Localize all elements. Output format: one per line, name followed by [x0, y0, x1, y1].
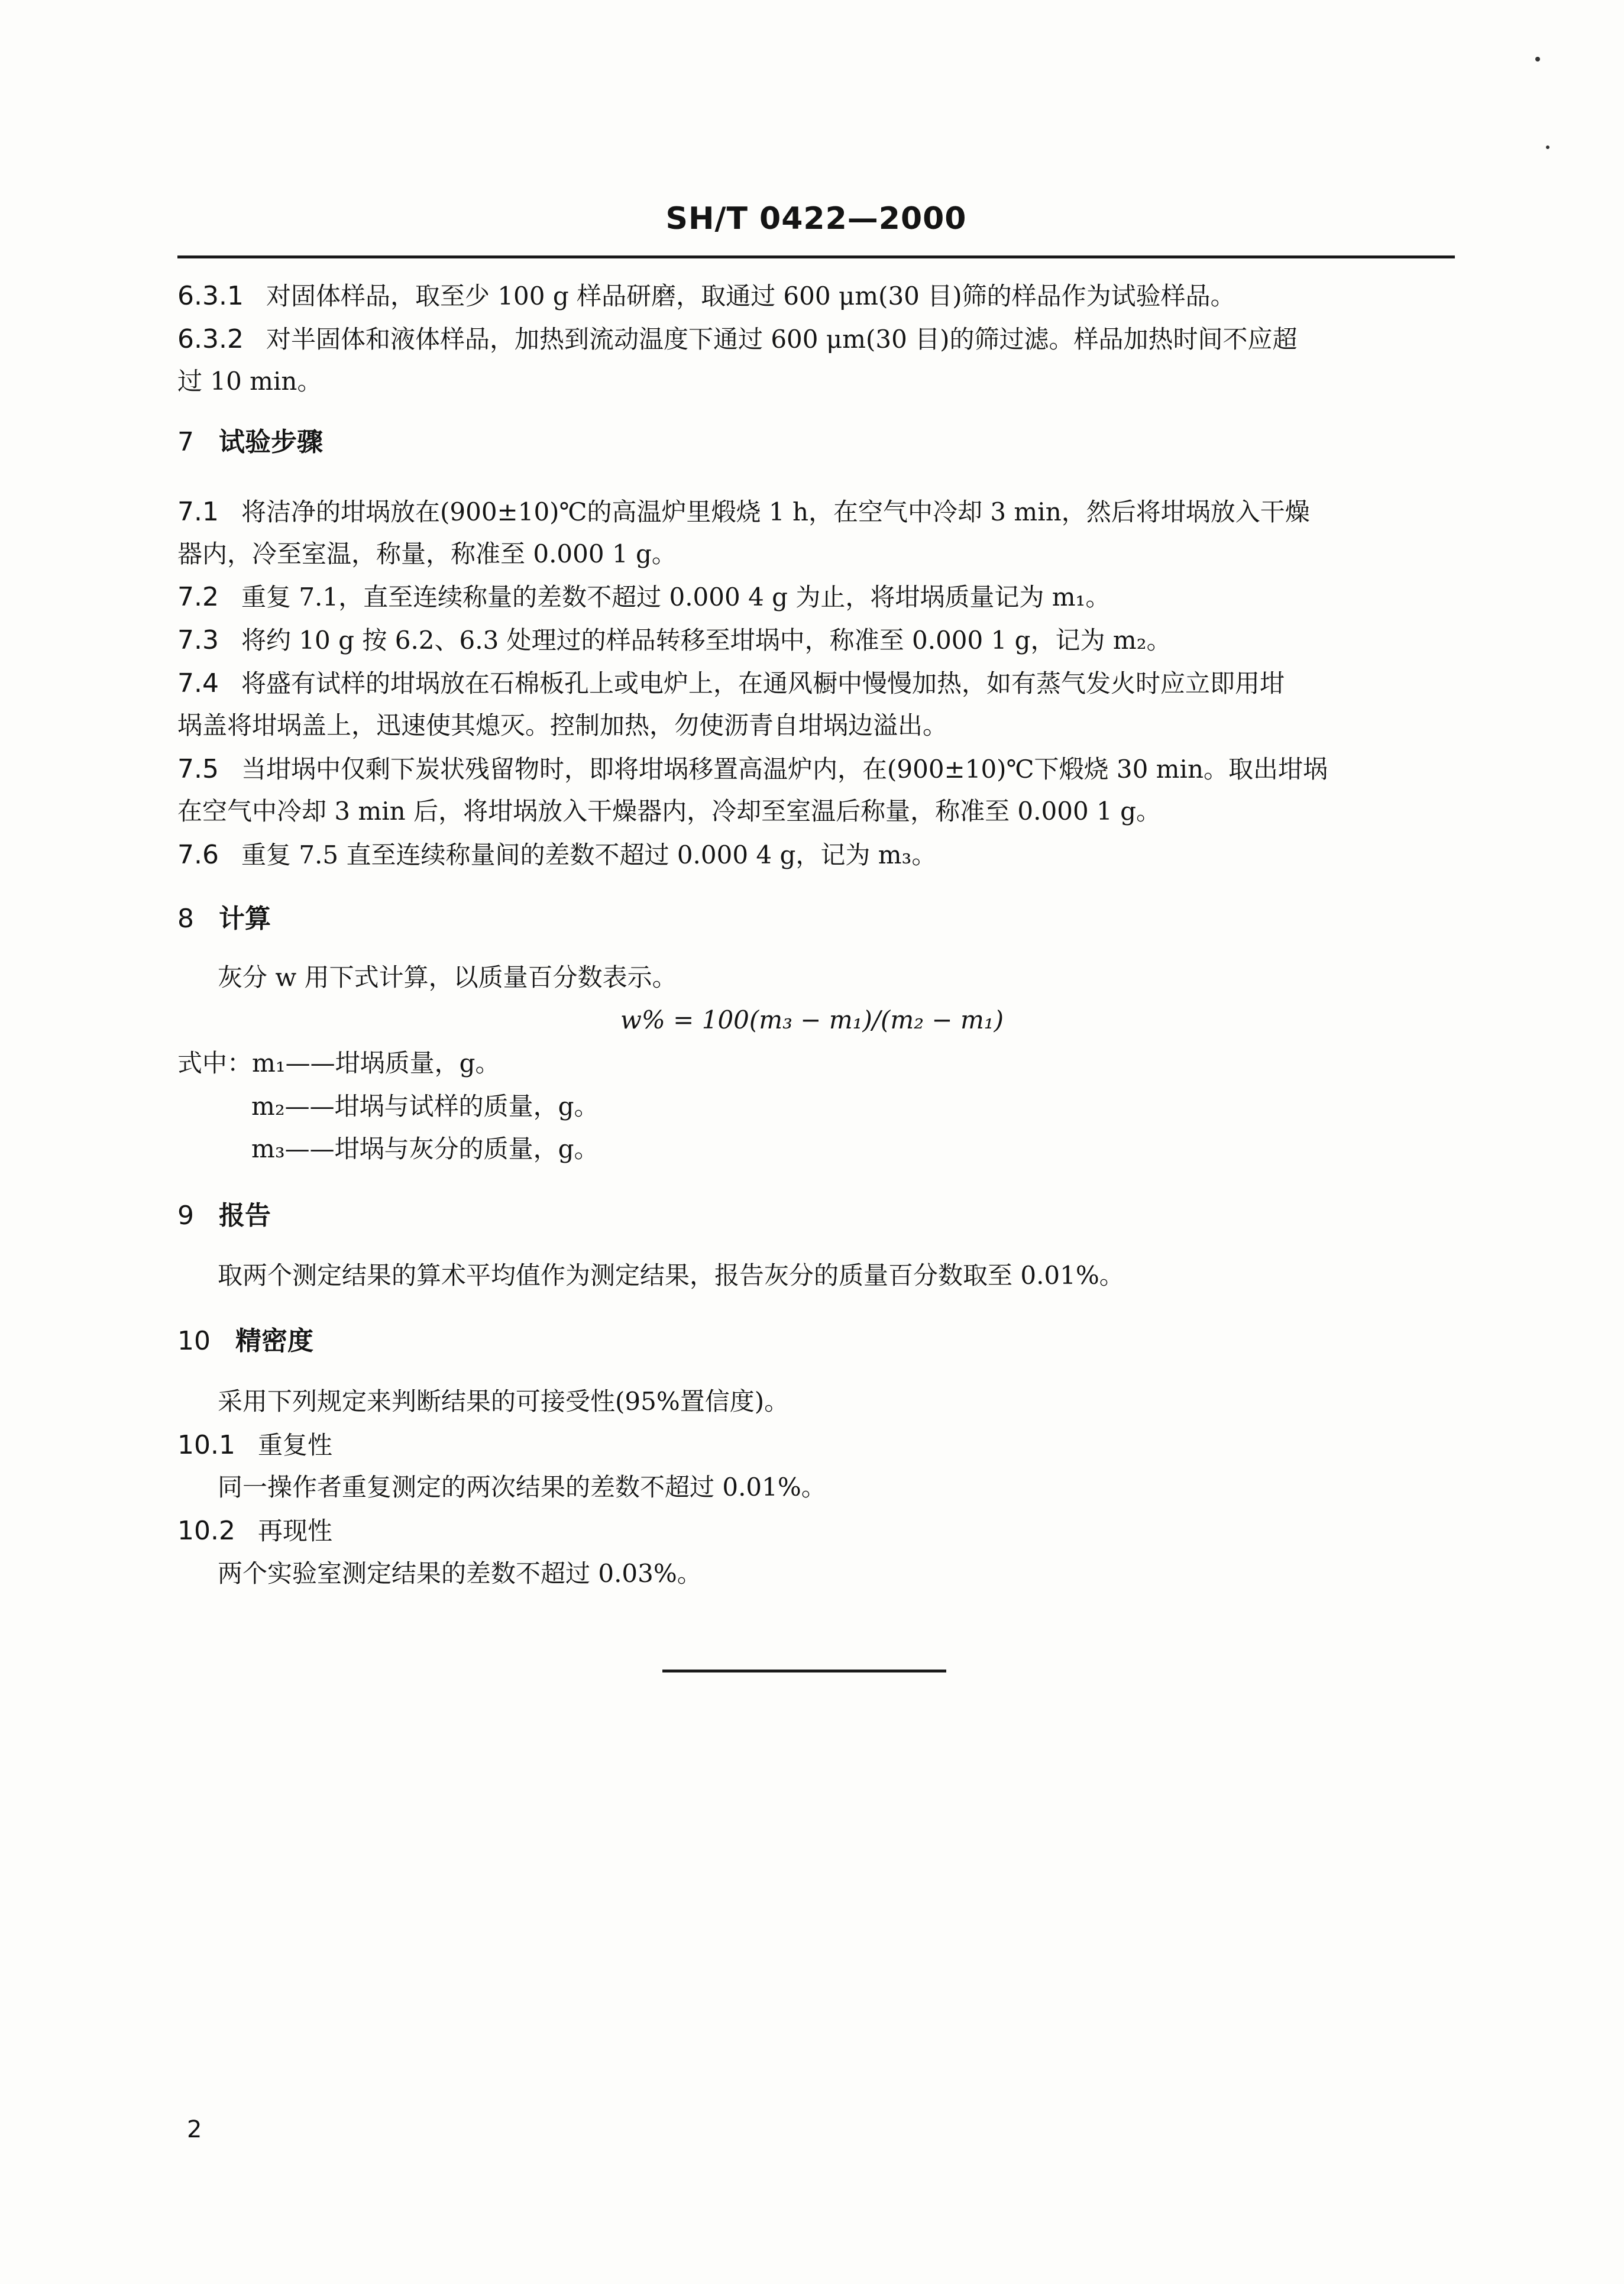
clause-6-3-2: [177, 324, 1298, 355]
section-7-heading: [177, 427, 323, 458]
scan-speck: [1546, 145, 1549, 149]
report-text: 取两个测定结果的算术平均值作为测定结果，报告灰分的质量百分数取至 0.01%。: [218, 1261, 1124, 1290]
ash-formula: w% = 100(m₃ − m₁)/(m₂ − m₁): [620, 1005, 1004, 1034]
section-9-heading: [177, 1201, 271, 1232]
clause-10-1: [177, 1430, 332, 1461]
where-m3: m₃——坩埚与灰分的质量，g。: [251, 1134, 599, 1163]
section-number: 9: [177, 1201, 194, 1231]
section-title: 试验步骤: [219, 427, 323, 457]
section-title: 报告: [219, 1201, 271, 1231]
clause-7-1-cont: 器内，冷至室温，称量，称准至 0.000 1 g。: [177, 539, 677, 568]
where-m1: 式中：m₁——坩埚质量，g。: [177, 1049, 500, 1078]
clause-10-2: [177, 1516, 332, 1547]
clause-number: 10.2: [177, 1516, 235, 1546]
clause-text: 重复 7.5 直至连续称量间的差数不超过 0.000 4 g，记为 m₃。: [241, 840, 937, 869]
section-10-heading: [177, 1326, 313, 1357]
clause-7-5-cont: 在空气中冷却 3 min 后，将坩埚放入干燥器内，冷却至室温后称量，称准至 0.000 1 g。: [177, 797, 1161, 826]
clause-number: 7.5: [177, 754, 219, 784]
clause-7-5: [177, 754, 1328, 785]
where-m2: m₂——坩埚与试样的质量，g。: [251, 1092, 599, 1121]
clause-number: 7.1: [177, 497, 219, 527]
clause-7-1: [177, 497, 1310, 528]
clause-number: 7.4: [177, 668, 219, 698]
precision-intro: 采用下列规定来判断结果的可接受性(95%置信度)。: [218, 1387, 790, 1416]
clause-title: 重复性: [257, 1431, 332, 1460]
scan-speck: [1535, 57, 1540, 62]
header-divider: [177, 255, 1455, 258]
clause-7-4: [177, 668, 1285, 700]
clause-text: 当坩埚中仅剩下炭状残留物时，即将坩埚移置高温炉内，在(900±10)℃下煅烧 30 min。取出坩埚: [241, 755, 1328, 784]
clause-text: 将盛有试样的坩埚放在石棉板孔上或电炉上，在通风橱中慢慢加热，如有蒸气发火时应立即用坩: [241, 669, 1285, 698]
calc-intro: 灰分 w 用下式计算，以质量百分数表示。: [218, 963, 677, 992]
clause-number: 10.1: [177, 1430, 235, 1460]
clause-title: 再现性: [257, 1516, 332, 1545]
reproducibility-text: 两个实验室测定结果的差数不超过 0.03%。: [218, 1559, 702, 1588]
section-title: 计算: [219, 904, 271, 934]
section-title: 精密度: [235, 1326, 313, 1356]
clause-text: 对固体样品，取至少 100 g 样品研磨，取通过 600 μm(30 目)筛的样品作为试验样品。: [266, 282, 1235, 310]
clause-number: 7.3: [177, 625, 219, 655]
clause-text: 将洁净的坩埚放在(900±10)℃的高温炉里煅烧 1 h，在空气中冷却 3 min，然后将坩埚放入干燥: [241, 497, 1310, 526]
clause-6-3-1: [177, 281, 1235, 312]
section-8-heading: [177, 904, 271, 935]
standard-code-header: SH/T 0422—2000: [665, 201, 967, 237]
clause-text: 对半固体和液体样品，加热到流动温度下通过 600 μm(30 目)的筛过滤。样品加热时间不应超: [266, 325, 1298, 354]
clause-7-6: [177, 840, 936, 871]
clause-7-4-cont: 埚盖将坩埚盖上，迅速使其熄灭。控制加热，勿使沥青自坩埚边溢出。: [177, 711, 948, 740]
clause-7-3: [177, 625, 1172, 656]
page-number: 2: [187, 2116, 202, 2143]
repeatability-text: 同一操作者重复测定的两次结果的差数不超过 0.01%。: [218, 1473, 826, 1502]
section-number: 10: [177, 1326, 211, 1356]
section-number: 8: [177, 904, 194, 934]
clause-number: 6.3.2: [177, 324, 244, 354]
clause-6-3-2-cont: 过 10 min。: [177, 367, 322, 396]
section-number: 7: [177, 427, 194, 457]
clause-number: 6.3.1: [177, 281, 244, 311]
clause-number: 7.6: [177, 840, 219, 870]
clause-text: 重复 7.1，直至连续称量的差数不超过 0.000 4 g 为止，将坩埚质量记为 m₁。: [241, 583, 1111, 612]
clause-7-2: [177, 582, 1110, 613]
clause-text: 将约 10 g 按 6.2、6.3 处理过的样品转移至坩埚中，称准至 0.000 1 g，记为 m₂。: [241, 626, 1172, 655]
clause-number: 7.2: [177, 582, 219, 612]
end-of-text-rule: [662, 1670, 946, 1672]
